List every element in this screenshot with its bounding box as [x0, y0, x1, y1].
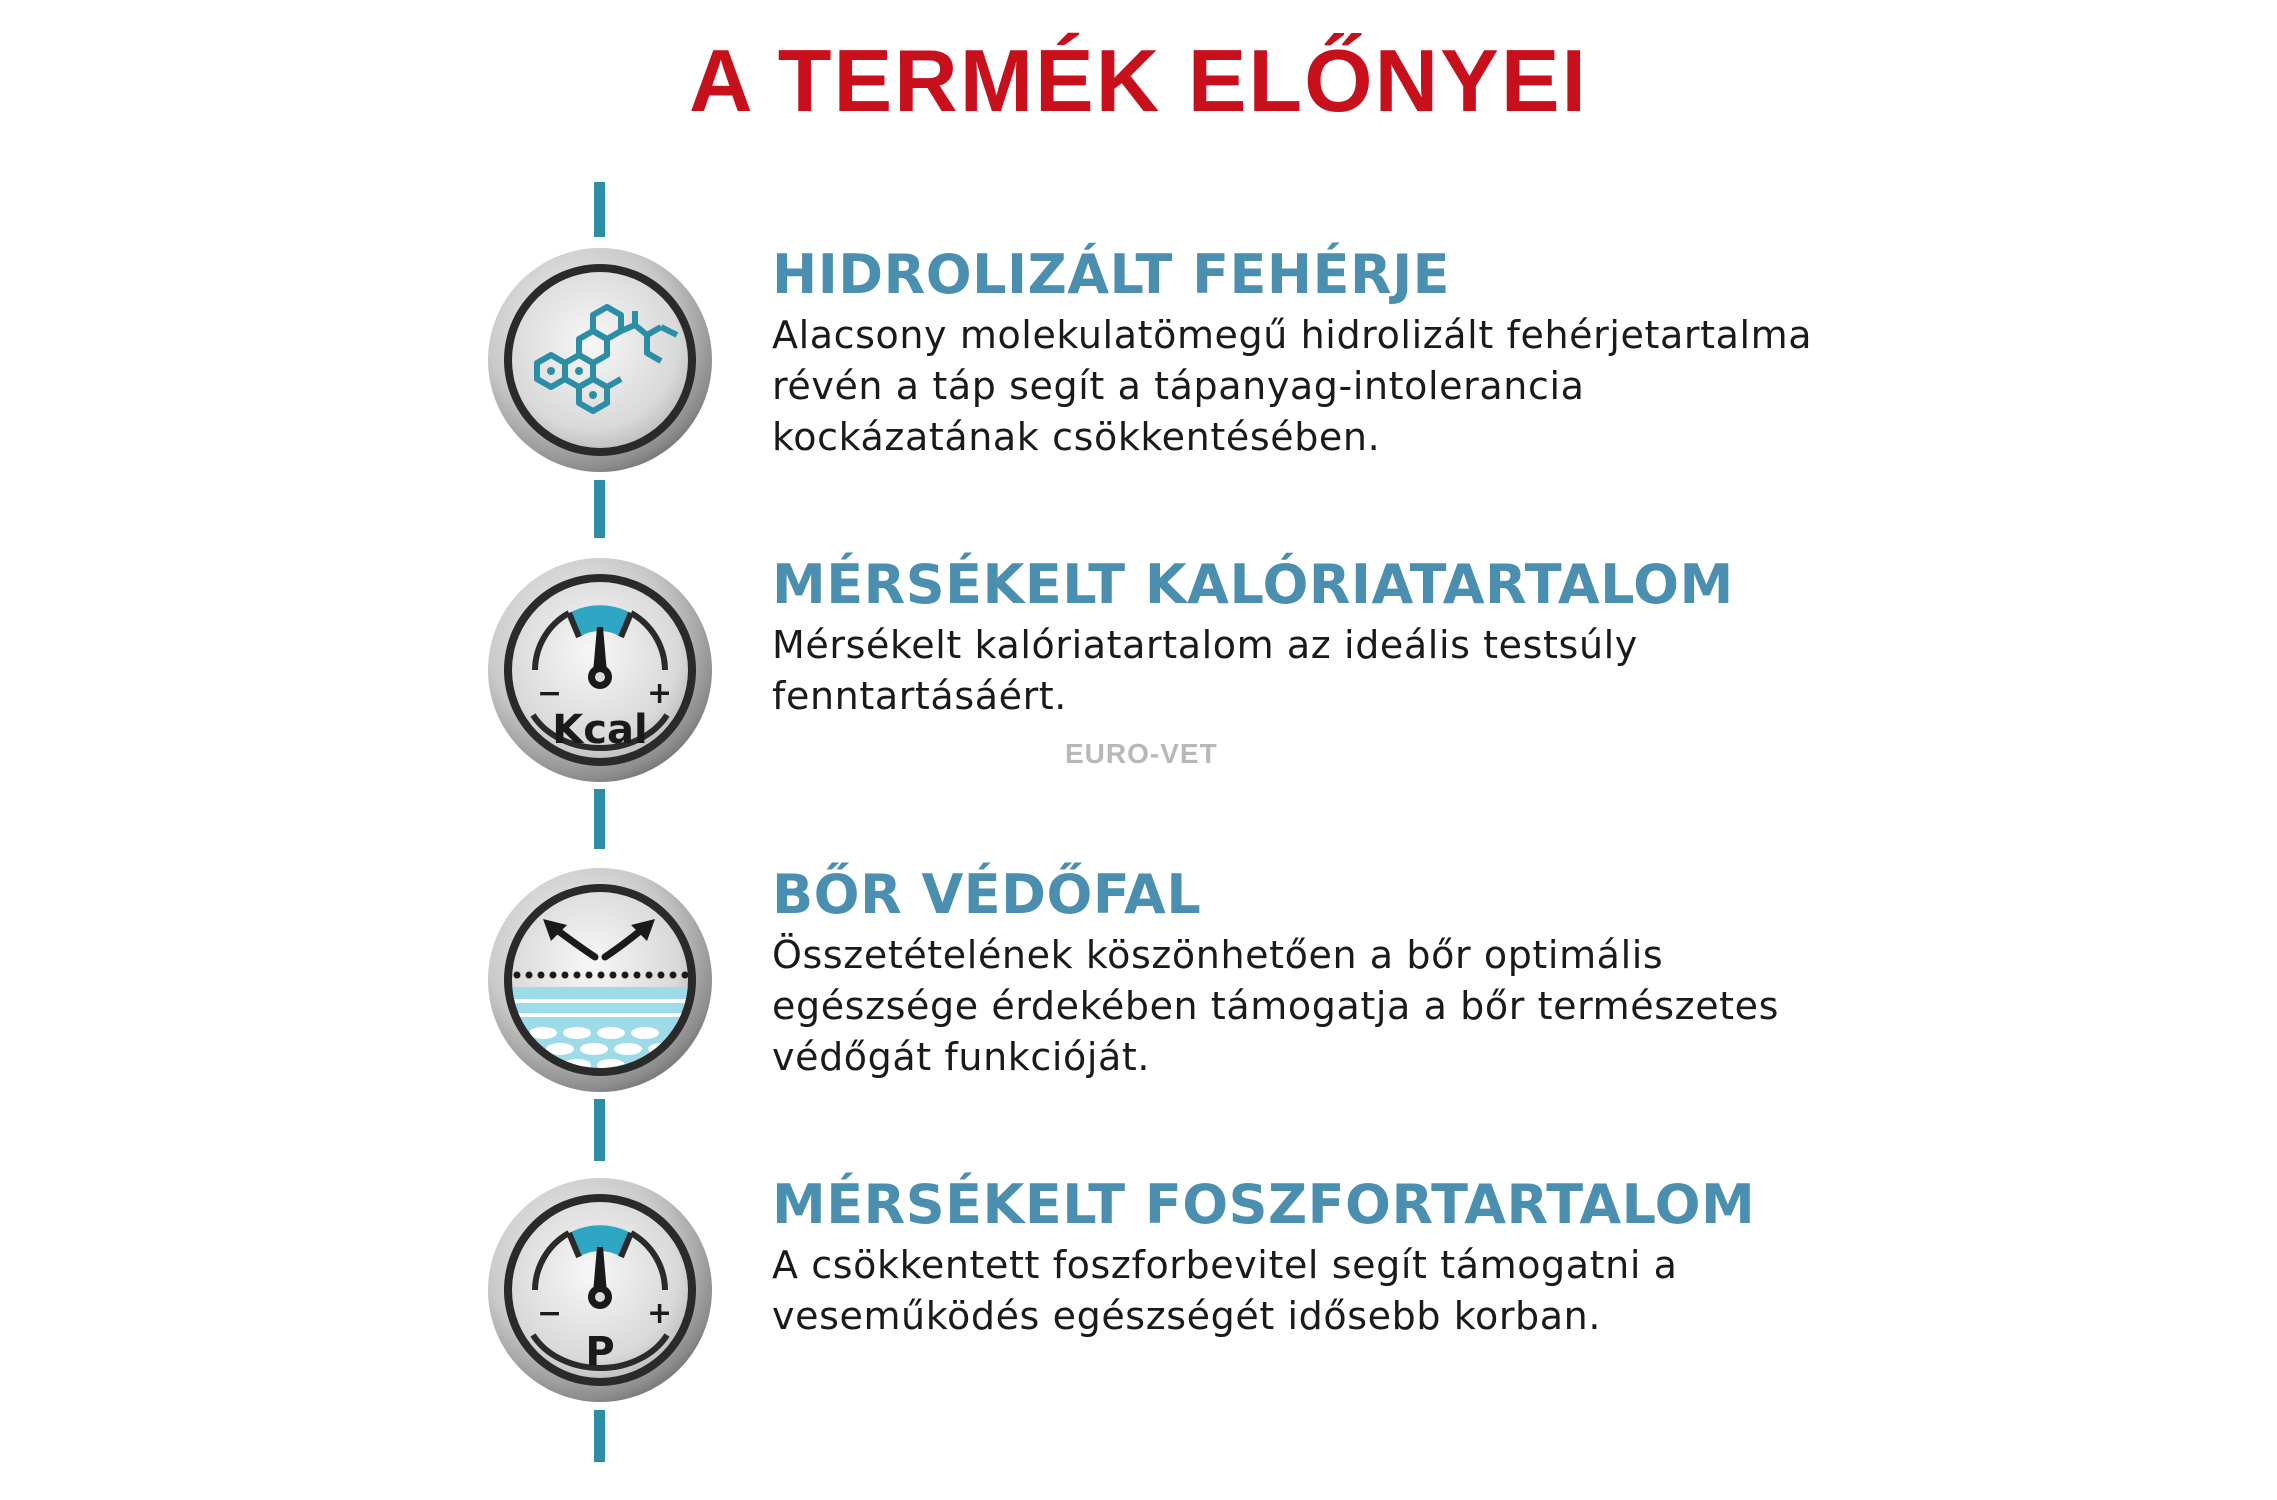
benefit-description	[772, 310, 1812, 463]
benefit-heading: MÉRSÉKELT FOSZFORTARTALOM	[772, 1173, 1756, 1236]
description-line: révén a táp segít a tápanyag-intolerancia	[772, 364, 1585, 408]
svg-text:+: +	[647, 676, 673, 711]
description-line: fenntartásáért.	[772, 674, 1067, 718]
description-line: Alacsony molekulatömegű hidrolizált fehérjetartalma	[772, 313, 1813, 357]
benefit-heading: MÉRSÉKELT KALÓRIATARTALOM	[772, 553, 1734, 616]
description-line: védőgát funkcióját.	[772, 1035, 1151, 1079]
gauge-label: Kcal	[552, 707, 648, 753]
description-line: egészsége érdekében támogatja a bőr természetes	[772, 984, 1780, 1028]
svg-text:+: +	[647, 1296, 673, 1331]
svg-text:−: −	[537, 1296, 563, 1331]
description-line: A csökkentett foszforbevitel segít támogatni a	[772, 1243, 1678, 1287]
benefit-heading: BŐR VÉDŐFAL	[772, 863, 1202, 926]
description-line: Mérsékelt kalóriatartalom az ideális testsúly	[772, 623, 1638, 667]
benefit-description	[772, 620, 1638, 722]
page-title: A TERMÉK ELŐNYEI	[688, 31, 1589, 130]
description-line: kockázatának csökkentésében.	[772, 415, 1381, 459]
svg-text:−: −	[537, 676, 563, 711]
description-line: Összetételének köszönhetően a bőr optimális	[772, 933, 1664, 977]
benefit-heading: HIDROLIZÁLT FEHÉRJE	[772, 243, 1451, 306]
benefit-description	[772, 930, 1779, 1083]
kcal-gauge-icon	[485, 555, 715, 785]
benefit-description	[772, 1240, 1678, 1342]
gauge-label: P	[585, 1329, 615, 1375]
watermark: EURO-VET	[1065, 738, 1218, 769]
description-line: veseműködés egészségét idősebb korban.	[772, 1294, 1602, 1338]
molecule-icon	[485, 245, 715, 475]
skin-barrier-icon	[485, 865, 715, 1095]
phosphorus-gauge-icon	[485, 1175, 715, 1405]
